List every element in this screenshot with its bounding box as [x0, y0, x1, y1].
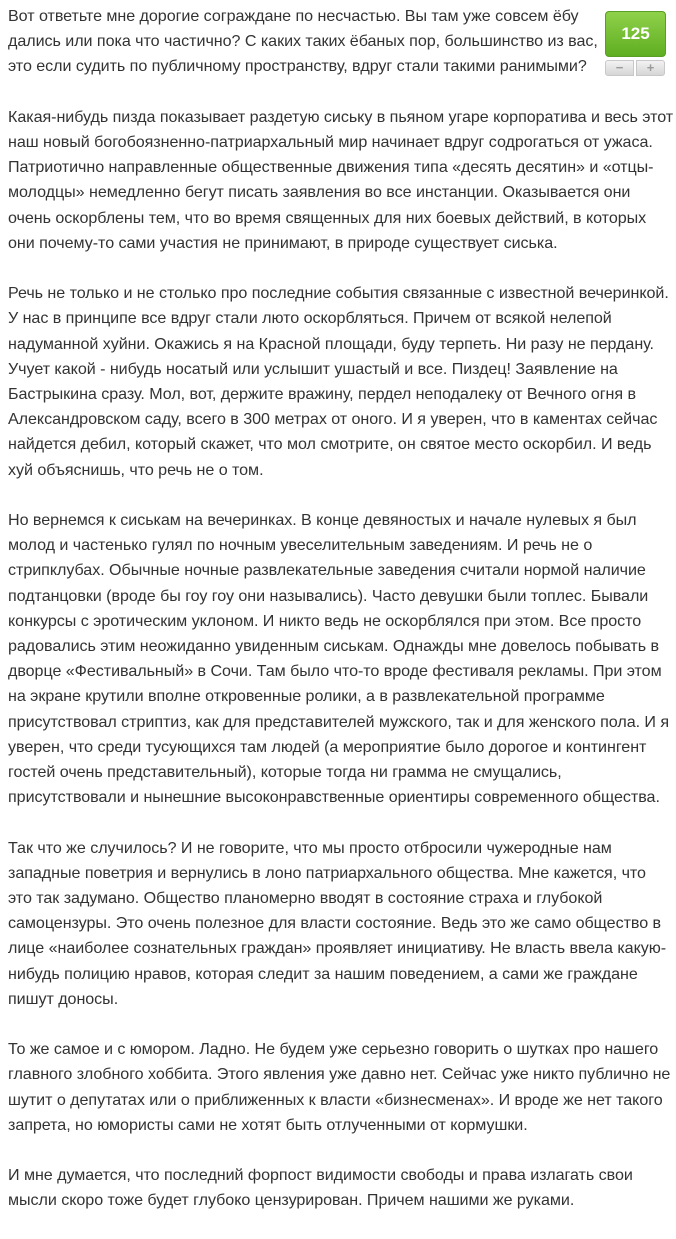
post-body: [8, 4, 674, 1239]
post-paragraph: И мне думается, что последний форпост видимости свободы и права излагать свои мысли скоро тоже будет глубоко цензурирован. Причем нашими же руками.: [8, 1166, 633, 1210]
post-paragraph: То же самое и с юмором. Ладно. Не будем уже серьезно говорить о шутках про нашего главного злобного хоббита. Этого явления уже давно нет. Сейчас уже никто публично не шутит о депутатах или о приближенных к власти «бизнесменах». И вроде же нет такого запрета, но юмористы сами не хотят быть отлученными от кормушки.: [8, 1040, 671, 1134]
rating-score: 125: [605, 11, 666, 57]
post-paragraph: Какая-нибудь пизда показывает раздетую сиську в пьяном угаре корпоратива и весь этот наш новый богобоязненно-патриархальный мир начинает вдруг содрогаться от ужаса. Патриотично направленные общественные движения типа «десять десятин» и «отцы-молодцы» немедленно бегут писать заявления во все инстанции. Оказывается они очень оскорблены тем, что во время священных для них боевых действий, в которых они почему-то сами участия не принимают, в природе существует сиська.: [8, 107, 674, 252]
vote-down-button[interactable]: −: [605, 60, 634, 76]
post-paragraph: Речь не только и не столько про последние события связанные с известной вечеринкой. У нас в принципе все вдруг стали люто оскорбляться. Причем от всякой нелепой надуманной хуйни. Окажись я на Красной площади, буду терпеть. Ни разу не пердану. Учует какой - нибудь носатый или услышит ушастый и все. Пиздец! Заявление на Бастрыкина сразу. Мол, вот, держите вражину, пердел неподалеку от Вечного огня в Александровском саду, всего в 300 метрах от оного. И я уверен, что в каментах сейчас найдется дебил, который скажет, что мол смотрите, он святое место оскорбил. И ведь хуй объяснишь, что речь не о том.: [8, 284, 669, 479]
vote-up-button[interactable]: +: [636, 60, 665, 76]
post-paragraph: Вот ответьте мне дорогие сограждане по несчастью. Вы там уже совсем ёбу дались или пока что частично? С каких таких ёбаных пор, большинство из вас, это если судить по публичному пространству, вдруг стали такими ранимыми?: [8, 7, 598, 76]
post-paragraph: Но вернемся к сиськам на вечеринках. В конце девяностых и начале нулевых я был молод и частенько гулял по ночным увеселительным заведениям. И речь не о стрипклубах. Обычные ночные развлекательные заведения считали нормой наличие подтанцовки (вроде бы гоу гоу они назывались). Часто девушки были топлес. Бывали конкурсы с эротическим уклоном. И никто ведь не оскорблялся при этом. Все просто радовались этим неожиданно увиденным сиськам. Однажды мне довелось побывать в дворце «Фестивальный» в Сочи. Там было что-то вроде фестиваля рекламы. При этом на экране крутили вполне откровенные ролики, а в развлекательной программе присутствовал стриптиз, как для представителей мужского, так и для женского пола. И я уверен, что среди тусующихся там людей (а мероприятие было дорогое и контингент гостей очень представительный), которые тогда ни грамма не смущались, присутствовали и нынешние высоконравственные ориентиры современного общества.: [8, 511, 670, 807]
post-paragraph: Так что же случилось? И не говорите, что мы просто отбросили чужеродные нам западные поветрия и вернулись в лоно патриархального общества. Мне кажется, что это так задумано. Общество планомерно вводят в состояние страха и глубокой самоцензуры. Это очень полезное для власти состояние. Ведь это же само общество в лице «наиболее сознательных граждан» проявляет инициативу. Не власть ввела какую-нибудь полицию нравов, которая следит за нашим поведением, а сами же граждане пишут доносы.: [8, 838, 667, 1008]
